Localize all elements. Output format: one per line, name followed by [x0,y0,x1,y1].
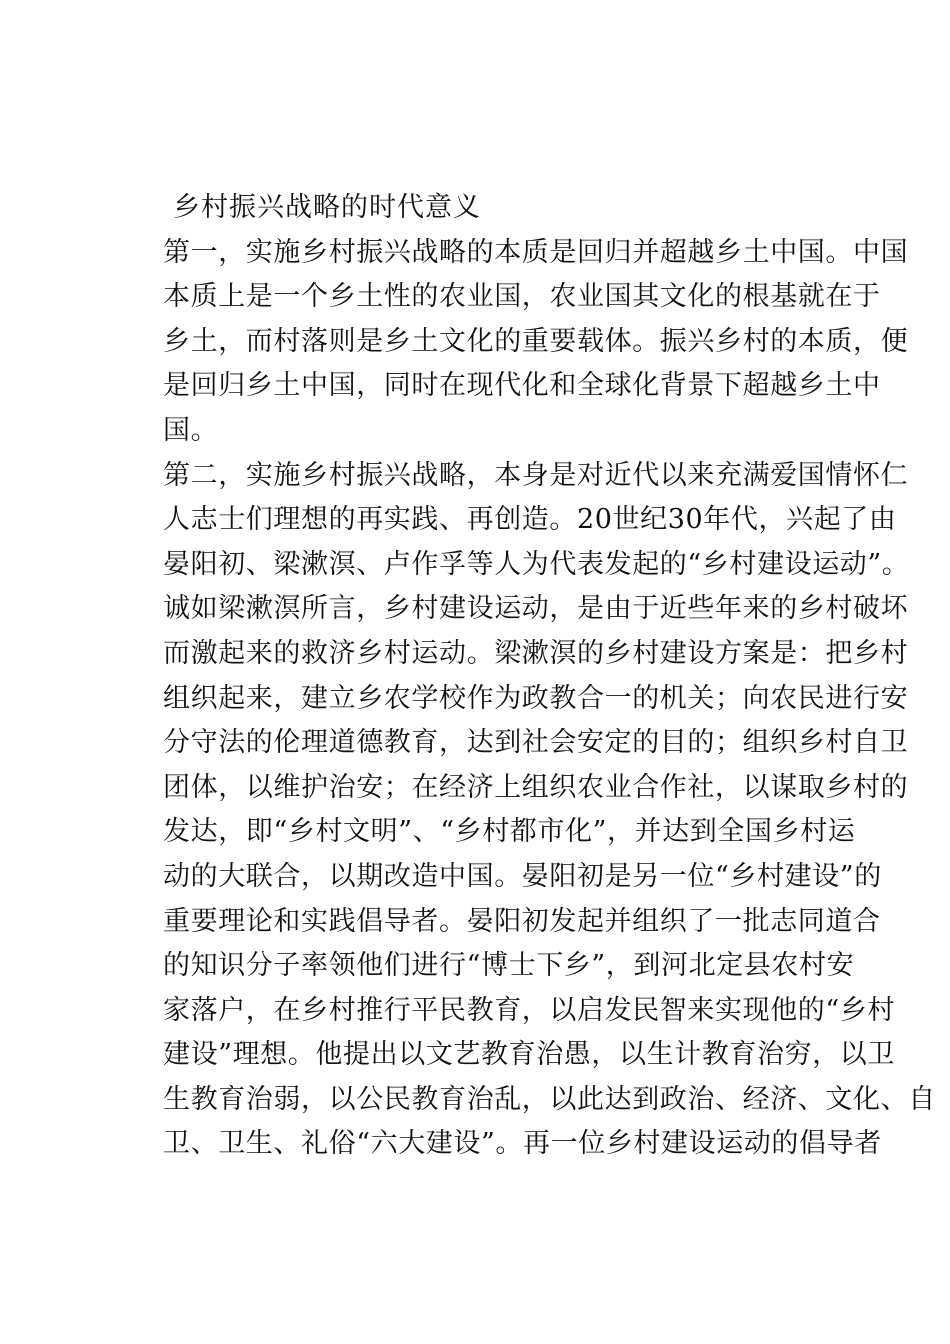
text-line: 诚如梁漱溟所言，乡村建设运动，是由于近些年来的乡村破坏 [163,593,909,625]
text-line: 本质上是一个乡土性的农业国，农业国其文化的根基就在于 [163,281,881,313]
text-line: 动的大联合，以期改造中国。晏阳初是另一位“乡村建设”的 [163,860,882,892]
text-line: 卫、卫生、礼俗“六大建设”。再一位乡村建设运动的倡导者 [163,1128,882,1160]
text-line: 重要理论和实践倡导者。晏阳初发起并组织了一批志同道合 [163,905,881,937]
text-line: 发达，即“乡村文明”、“乡村都市化”，并达到全国乡村运 [163,816,856,848]
text-line: 的知识分子率领他们进行“博士下乡”，到河北定县农村安 [163,950,855,982]
document-title: 乡村振兴战略的时代意义 [173,192,481,223]
text-line: 第二，实施乡村振兴战略，本身是对近代以来充满爱国情怀仁 [163,459,909,491]
text-line: 建设”理想。他提出以文艺教育治愚，以生计教育治穷，以卫 [163,1039,896,1071]
text-line: 团体，以维护治安；在经济上组织农业合作社，以谋取乡村的 [163,771,909,803]
text-line: 国。 [163,414,219,446]
text-line: 家落户，在乡村推行平民教育，以启发民智来实现他的“乡村 [163,994,896,1026]
document-body [163,186,936,1167]
text-line: 生教育治弱，以公民教育治乱，以此达到政治、经济、文化、自 [163,1083,936,1115]
text-line: 是回归乡土中国，同时在现代化和全球化背景下超越乡土中 [163,370,881,402]
text-line: 分守法的伦理道德教育，达到社会安定的目的；组织乡村自卫 [163,727,909,759]
text-line: 人志士们理想的再实践、再创造。20世纪30年代，兴起了由 [163,504,897,536]
text-line: 而激起来的救济乡村运动。梁漱溟的乡村建设方案是：把乡村 [163,637,909,669]
text-line: 组织起来，建立乡农学校作为政教合一的机关；向农民进行安 [163,682,909,714]
text-line: 乡土，而村落则是乡土文化的重要载体。振兴乡村的本质，便 [163,325,909,357]
text-line: 第一，实施乡村振兴战略的本质是回归并超越乡土中国。中国 [163,236,909,268]
text-line: 晏阳初、梁漱溟、卢作孚等人为代表发起的“乡村建设运动”。 [163,548,910,580]
